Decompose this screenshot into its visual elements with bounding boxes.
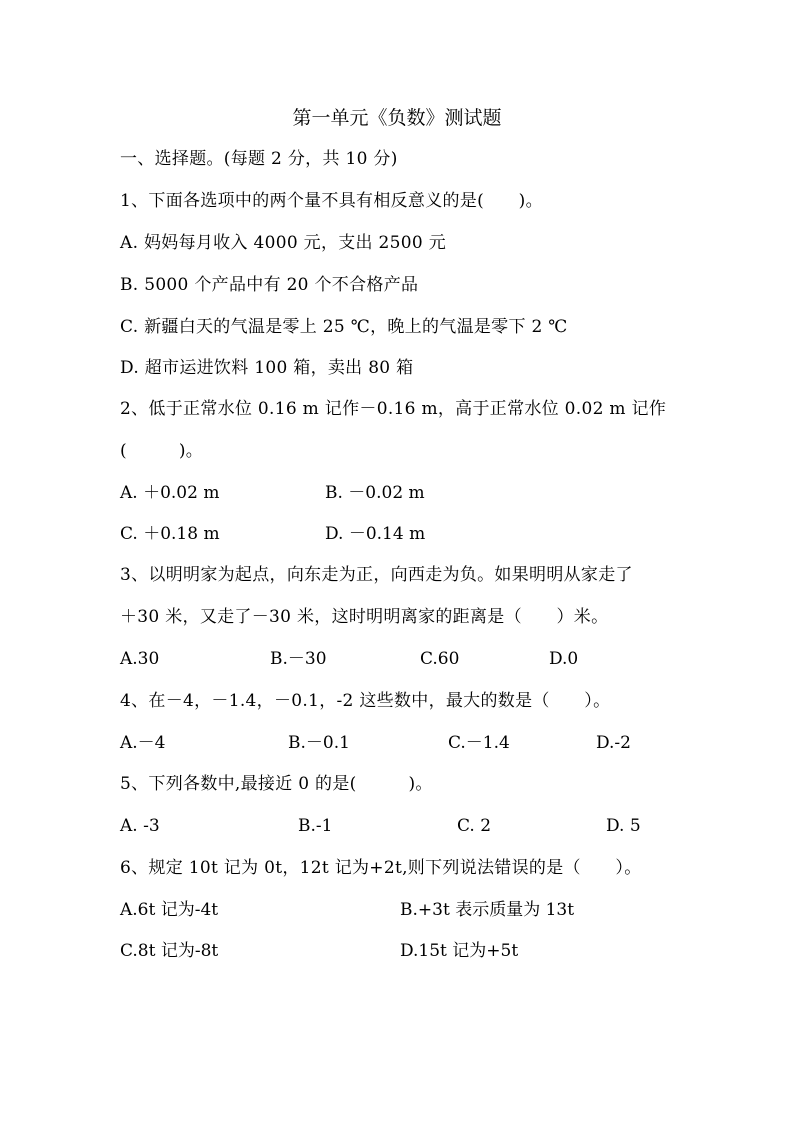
question-1-option-a: A. 妈妈每月收入 4000 元，支出 2500 元 <box>120 233 447 253</box>
question-4-option-d: D.-2 <box>596 733 631 753</box>
question-4-option-c: C.－1.4 <box>448 733 510 753</box>
question-1-option-b: B. 5000 个产品中有 20 个不合格产品 <box>120 275 419 295</box>
question-6-option-d: D.15t 记为+5t <box>400 941 519 961</box>
question-3-stem-line-1: 3、以明明家为起点，向东走为正，向西走为负。如果明明从家走了 <box>120 565 633 585</box>
question-2-stem-line-2: ( )。 <box>120 441 204 461</box>
question-3-option-a: A.30 <box>120 649 160 669</box>
question-5-option-c: C. 2 <box>457 816 492 836</box>
question-1-stem: 1、下面各选项中的两个量不具有相反意义的是( )。 <box>120 191 543 211</box>
question-6-stem: 6、规定 10t 记为 0t，12t 记为+2t,则下列说法错误的是（ ）。 <box>120 858 642 878</box>
question-3-option-b: B.－30 <box>270 649 327 669</box>
question-6-option-b: B.+3t 表示质量为 13t <box>400 900 575 920</box>
question-4-stem: 4、在－4，－1.4，－0.1，-2 这些数中，最大的数是（ ）。 <box>120 691 611 711</box>
question-6-option-a: A.6t 记为-4t <box>120 900 219 920</box>
question-3-stem-line-2: ＋30 米，又走了－30 米，这时明明离家的距离是（ ）米。 <box>120 607 609 627</box>
question-1-option-c: C. 新疆白天的气温是零上 25 ℃，晚上的气温是零下 2 ℃ <box>120 317 568 337</box>
page-title: 第一单元《负数》测试题 <box>292 107 502 129</box>
question-3-option-c: C.60 <box>420 649 460 669</box>
question-4-option-a: A.－4 <box>120 733 166 753</box>
question-5-option-a: A. -3 <box>120 816 160 836</box>
question-5-option-d: D. 5 <box>606 816 641 836</box>
question-3-option-d: D.0 <box>549 649 579 669</box>
question-2-option-b: B. －0.02 m <box>325 483 425 503</box>
question-2-option-c: C. ＋0.18 m <box>120 524 220 544</box>
question-4-option-b: B.－0.1 <box>288 733 350 753</box>
question-2-option-a: A. ＋0.02 m <box>120 483 220 503</box>
question-5-stem: 5、下列各数中,最接近 0 的是( )。 <box>120 774 433 794</box>
question-1-option-d: D. 超市运进饮料 100 箱，卖出 80 箱 <box>120 358 414 378</box>
question-2-option-d: D. －0.14 m <box>325 524 426 544</box>
question-2-stem-line-1: 2、低于正常水位 0.16 m 记作－0.16 m，高于正常水位 0.02 m 记作 <box>120 399 667 419</box>
question-5-option-b: B.-1 <box>298 816 333 836</box>
section-heading: 一、选择题。(每题 2 分，共 10 分) <box>120 149 398 169</box>
question-6-option-c: C.8t 记为-8t <box>120 941 219 961</box>
